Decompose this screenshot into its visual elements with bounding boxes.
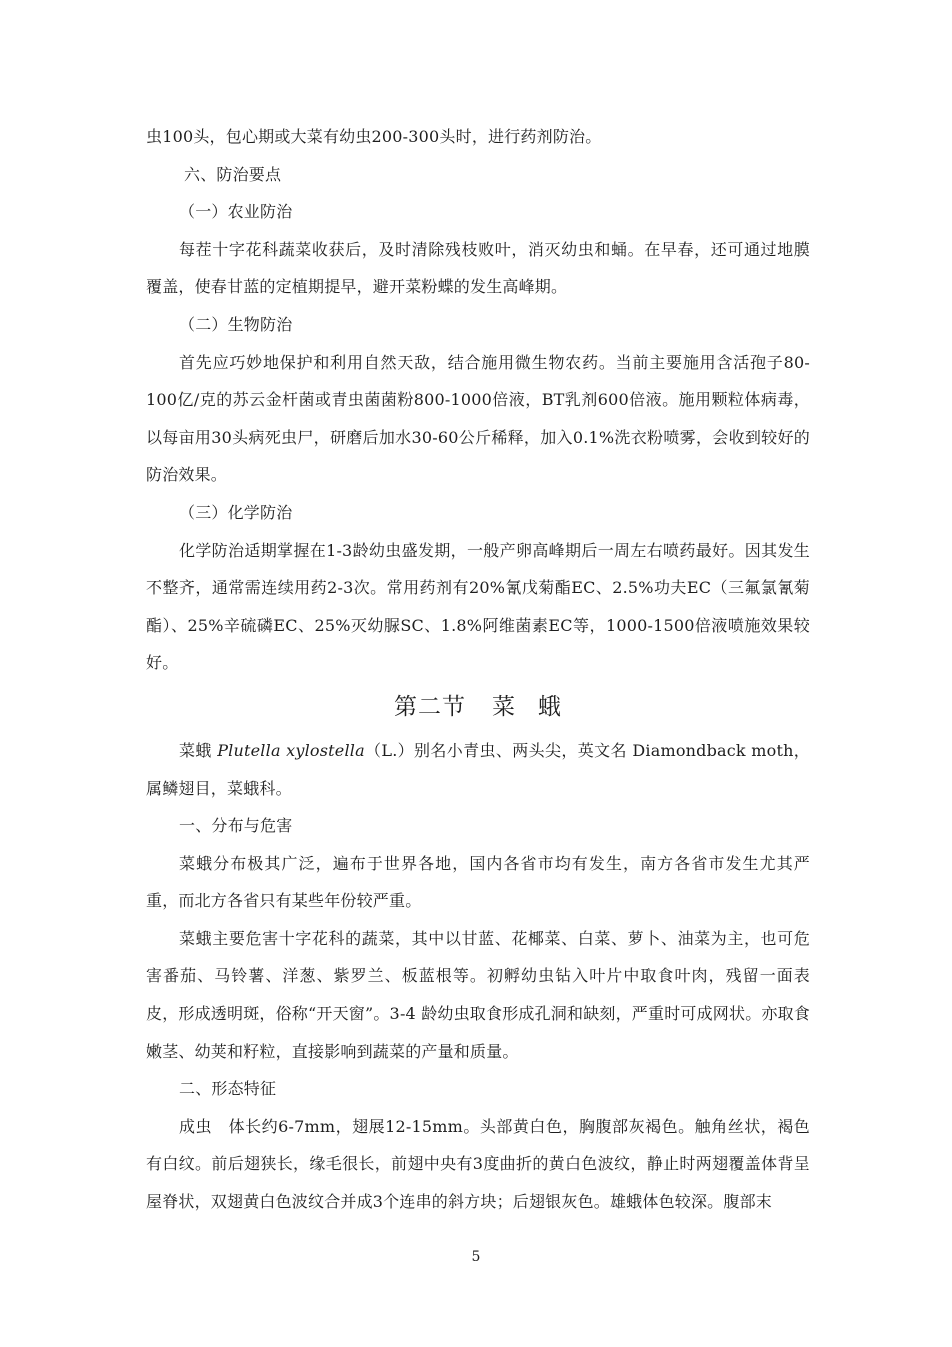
- section-title-char-1: 菜: [492, 693, 516, 720]
- paragraph-agricultural-control: 每茬十字花科蔬菜收获后，及时清除残枝败叶，消灭幼虫和蛹。在早春，还可通过地膜覆盖，使春甘蓝的定植期提早，避开菜粉蝶的发生高峰期。: [146, 239, 810, 297]
- paragraph-species-intro: [146, 732, 810, 807]
- intro-prefix: 菜蛾: [179, 740, 218, 760]
- paragraph-continuation: 虫100头，包心期或大菜有幼虫200-300头时，进行药剂防治。: [146, 127, 602, 146]
- document-page: [146, 118, 810, 1221]
- section-title-char-2: 蛾: [538, 693, 562, 720]
- heading-control-points: 六、防治要点: [184, 164, 282, 184]
- intro-latin-name: Plutella xylostella: [217, 740, 365, 760]
- paragraph-biological-control: 首先应巧妙地保护和利用自然天敌，结合施用微生物农药。当前主要施用含活孢子80-100亿/克的苏云金杆菌或青虫菌菌粉800-1000倍液，BT乳剂600倍液。施用颗粒体病毒，以每亩用30头病死虫尸，研磨后加水30-60公斤稀释，加入0.1%洗衣粉喷雾，会收到较好的防治效果。: [146, 352, 810, 485]
- page-number: 5: [471, 1249, 481, 1265]
- subheading-agricultural-control: （一）农业防治: [179, 202, 293, 222]
- paragraph-damage: 菜蛾主要危害十字花科的蔬菜，其中以甘蓝、花椰菜、白菜、萝卜、油菜为主，也可危害番茄、马铃薯、洋葱、紫罗兰、板蓝根等。初孵幼虫钻入叶片中取食叶肉，残留一面表皮，形成透明斑，俗称“开天窗”。3-4 龄幼虫取食形成孔洞和缺刻，严重时可成网状。亦取食嫩茎、幼荚和籽粒，直接影响到蔬菜的产量和质量。: [146, 928, 811, 1061]
- paragraph-distribution: 菜蛾分布极其广泛，遍布于世界各地，国内各省市均有发生，南方各省市发生尤其严重，而北方各省只有某些年份较严重。: [146, 853, 810, 911]
- section-title: [146, 693, 810, 721]
- heading-morphology: 二、形态特征: [179, 1079, 277, 1099]
- paragraph-chemical-control: 化学防治适期掌握在1-3龄幼虫盛发期，一般产卵高峰期后一周左右喷药最好。因其发生不整齐，通常需连续用药2-3次。常用药剂有20%氰戊菊酯EC、2.5%功夫EC（三氟氯氰菊酯）、25%辛硫磷EC、25%灭幼脲SC、1.8%阿维菌素EC等，1000-1500倍液喷施效果较好。: [146, 540, 810, 673]
- heading-distribution-damage: 一、分布与危害: [179, 816, 293, 836]
- subheading-biological-control: （二）生物防治: [179, 314, 293, 334]
- subheading-chemical-control: （三）化学防治: [179, 502, 293, 522]
- intro-suffix: （L.）别名小青虫、两头尖，英文名 Diamondback moth，属鳞翅目，菜蛾科。: [146, 740, 811, 798]
- paragraph-adult-morphology: 成虫 体长约6-7mm，翅展12-15mm。头部黄白色，胸腹部灰褐色。触角丝状，褐色有白纹。前后翅狭长，缘毛很长，前翅中央有3度曲折的黄白色波纹，静止时两翅覆盖体背呈屋脊状，双翅黄白色波纹合并成3个连串的斜方块；后翅银灰色。雄蛾体色较深。腹部末: [146, 1116, 810, 1212]
- section-title-number: 第二节: [394, 693, 466, 720]
